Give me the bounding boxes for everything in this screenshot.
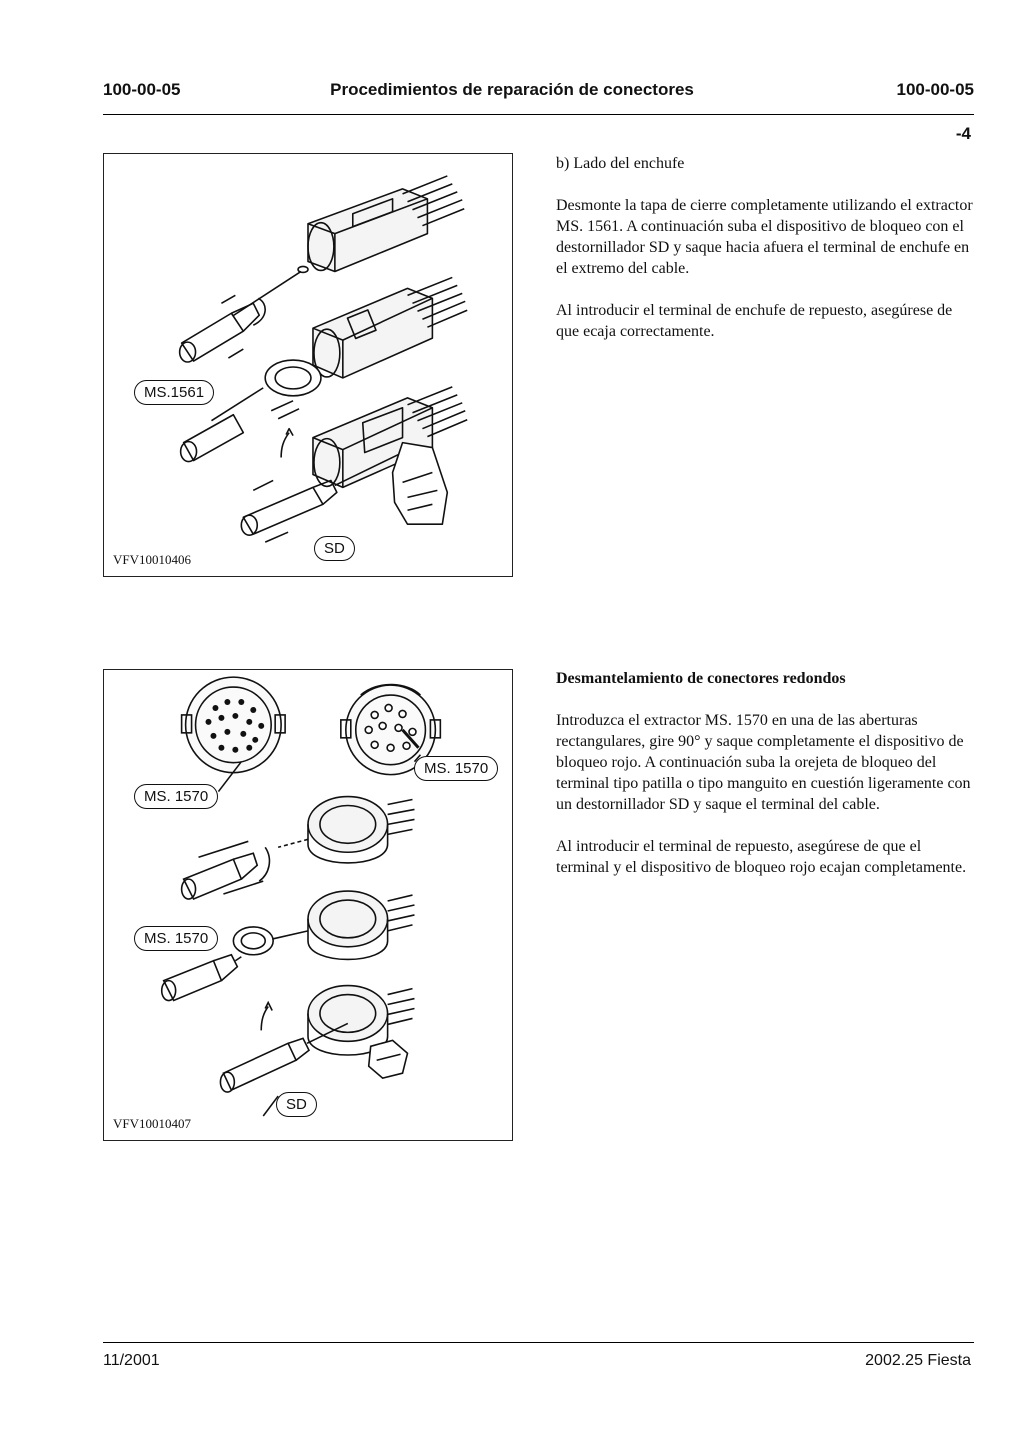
figure-round-connector (103, 669, 513, 1141)
header-title: Procedimientos de reparación de conectores (330, 80, 694, 99)
section-heading: b) Lado del enchufe (556, 155, 685, 172)
callout-extractor-ms1570: MS. 1570 (134, 784, 218, 809)
header-section-code-left: 100-00-05 (103, 80, 181, 99)
figure-code: VFV10010407 (113, 1116, 192, 1131)
footer-date: 11/2001 (103, 1352, 160, 1369)
paragraph: Introduzca el extractor MS. 1570 en una de las aberturas rectangulares, gire 90° y saque completamente el dispositivo de bloqueo rojo. A continuación suba la orejeta de bloqueo del terminal tipo patilla o tipo manguito en cuestión ligeramente con un destornillador SD y saque el terminal del cable. (556, 712, 971, 813)
section-plug-side (556, 153, 976, 363)
footer-rule (103, 1342, 974, 1343)
page-subnumber: -4 (955, 124, 971, 143)
header-rule (103, 114, 974, 115)
paragraph: Desmonte la tapa de cierre completamente utilizando el extractor MS. 1561. A continuación suba el dispositivo de bloqueo con el destornillador SD y saque hacia afuera el terminal de enchufe en el extremo del cable. (556, 197, 973, 277)
callout-extractor-ms1561: MS.1561 (134, 380, 214, 405)
section-heading: Desmantelamiento de conectores redondos (556, 670, 846, 687)
footer-model: 2002.25 Fiesta (865, 1352, 971, 1369)
paragraph: Al introducir el terminal de enchufe de repuesto, asegúrese de que ecaja correctamente. (556, 302, 953, 340)
callout-screwdriver-sd: SD (314, 536, 355, 561)
callout-extractor-ms1570: MS. 1570 (414, 756, 498, 781)
figure-plug-side-connector (103, 153, 513, 577)
callout-screwdriver-sd: SD (276, 1092, 317, 1117)
paragraph: Al introducir el terminal de repuesto, asegúrese de que el terminal y el dispositivo de bloqueo rojo ecajan completamente. (556, 838, 967, 876)
connector-illustration-2 (104, 670, 512, 1140)
callout-extractor-ms1570: MS. 1570 (134, 926, 218, 951)
figure-code: VFV10010406 (113, 552, 192, 567)
header-section-code-right: 100-00-05 (896, 80, 974, 99)
section-round-connectors (556, 668, 976, 899)
connector-illustration-1 (104, 154, 512, 576)
